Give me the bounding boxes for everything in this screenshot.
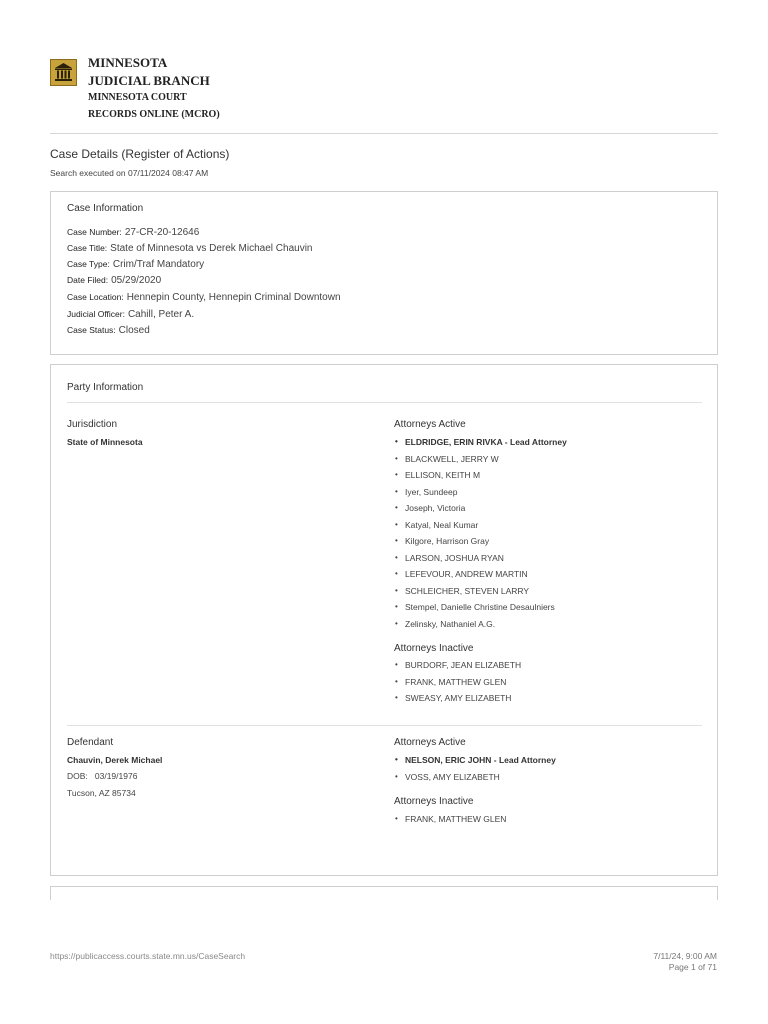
party-information-panel [50,364,718,876]
brand-line-3: MINNESOTA COURT [88,92,187,103]
case-number-label: Case Number: [67,227,122,237]
brand-line-4: RECORDS ONLINE (MCRO) [88,109,220,120]
case-title-label: Case Title: [67,243,108,253]
party-divider [67,725,702,726]
defendant-dob-label: DOB: [67,771,88,781]
list-item: • NELSON, ERIC JOHN - Lead Attorney [394,754,556,771]
search-executed: Search executed on 07/11/2024 08:47 AM [50,168,209,178]
courthouse-icon [51,60,76,85]
date-filed-value: 05/29/2020 [111,275,162,286]
defendant-dob-row [67,771,137,781]
defendant-attorneys-active-list [394,754,556,787]
list-item: • ELLISON, KEITH M [394,469,567,486]
list-item: • FRANK, MATTHEW GLEN [394,813,506,830]
jurisdiction-attorneys-inactive-heading: Attorneys Inactive [394,643,474,654]
case-information-title: Case Information [67,203,144,214]
list-item: • Joseph, Victoria [394,502,567,519]
defendant-name: Chauvin, Derek Michael [67,755,163,765]
footer-printed-at: 7/11/24, 9:00 AM [653,951,717,961]
jurisdiction-attorneys-active-list [394,436,567,634]
list-item: • LARSON, JOSHUA RYAN [394,552,567,569]
party-title-divider [67,402,702,403]
list-item: • ELDRIDGE, ERIN RIVKA - Lead Attorney [394,436,567,453]
defendant-attorneys-active-heading: Attorneys Active [394,737,466,748]
defendant-heading: Defendant [67,737,114,748]
defendant-attorneys-inactive-list [394,813,506,830]
case-status-value: Closed [118,325,150,336]
judicial-branch-logo-icon [50,59,77,86]
next-section-panel [50,886,718,900]
list-item: • Stempel, Danielle Christine Desaulniers [394,601,567,618]
list-item: • Zelinsky, Nathaniel A.G. [394,618,567,635]
list-item: • SCHLEICHER, STEVEN LARRY [394,585,567,602]
list-item: • FRANK, MATTHEW GLEN [394,676,521,693]
list-item: • BLACKWELL, JERRY W [394,453,567,470]
jurisdiction-attorneys-active-heading: Attorneys Active [394,419,466,430]
case-status-row [67,320,150,338]
date-filed-label: Date Filed: [67,275,109,285]
case-location-value: Hennepin County, Hennepin Criminal Downtown [126,292,341,303]
case-title-value: State of Minnesota vs Derek Michael Chauvin [110,243,313,254]
jurisdiction-name: State of Minnesota [67,437,143,447]
jurisdiction-attorneys-inactive-list [394,659,521,709]
footer-page-number: Page 1 of 71 [668,962,717,972]
list-item: • Kilgore, Harrison Gray [394,535,567,552]
case-status-label: Case Status: [67,325,116,335]
footer-url: https://publicaccess.courts.state.mn.us/CaseSearch [50,951,246,961]
list-item: • Iyer, Sundeep [394,486,567,503]
defendant-location: Tucson, AZ 85734 [67,788,136,798]
party-information-title: Party Information [67,382,144,393]
brand-line-2: JUDICIAL BRANCH [88,73,210,88]
case-location-row [67,287,341,305]
date-filed-row [67,270,161,288]
list-item: • BURDORF, JEAN ELIZABETH [394,659,521,676]
case-number-value: 27-CR-20-12646 [124,227,200,238]
defendant-attorneys-inactive-heading: Attorneys Inactive [394,796,474,807]
defendant-dob-value: 03/19/1976 [94,771,138,781]
jurisdiction-heading: Jurisdiction [67,419,118,430]
page-title: Case Details (Register of Actions) [50,147,230,161]
case-location-label: Case Location: [67,292,124,302]
list-item: • VOSS, AMY ELIZABETH [394,771,556,788]
judicial-officer-value: Cahill, Peter A. [127,309,195,320]
judicial-officer-label: Judicial Officer: [67,309,125,319]
list-item: • Katyal, Neal Kumar [394,519,567,536]
list-item: • LEFEVOUR, ANDREW MARTIN [394,568,567,585]
brand-line-1: MINNESOTA [88,55,168,70]
case-type-value: Crim/Traf Mandatory [112,259,205,270]
header-divider [50,133,718,134]
list-item: • SWEASY, AMY ELIZABETH [394,692,521,709]
case-type-label: Case Type: [67,259,110,269]
